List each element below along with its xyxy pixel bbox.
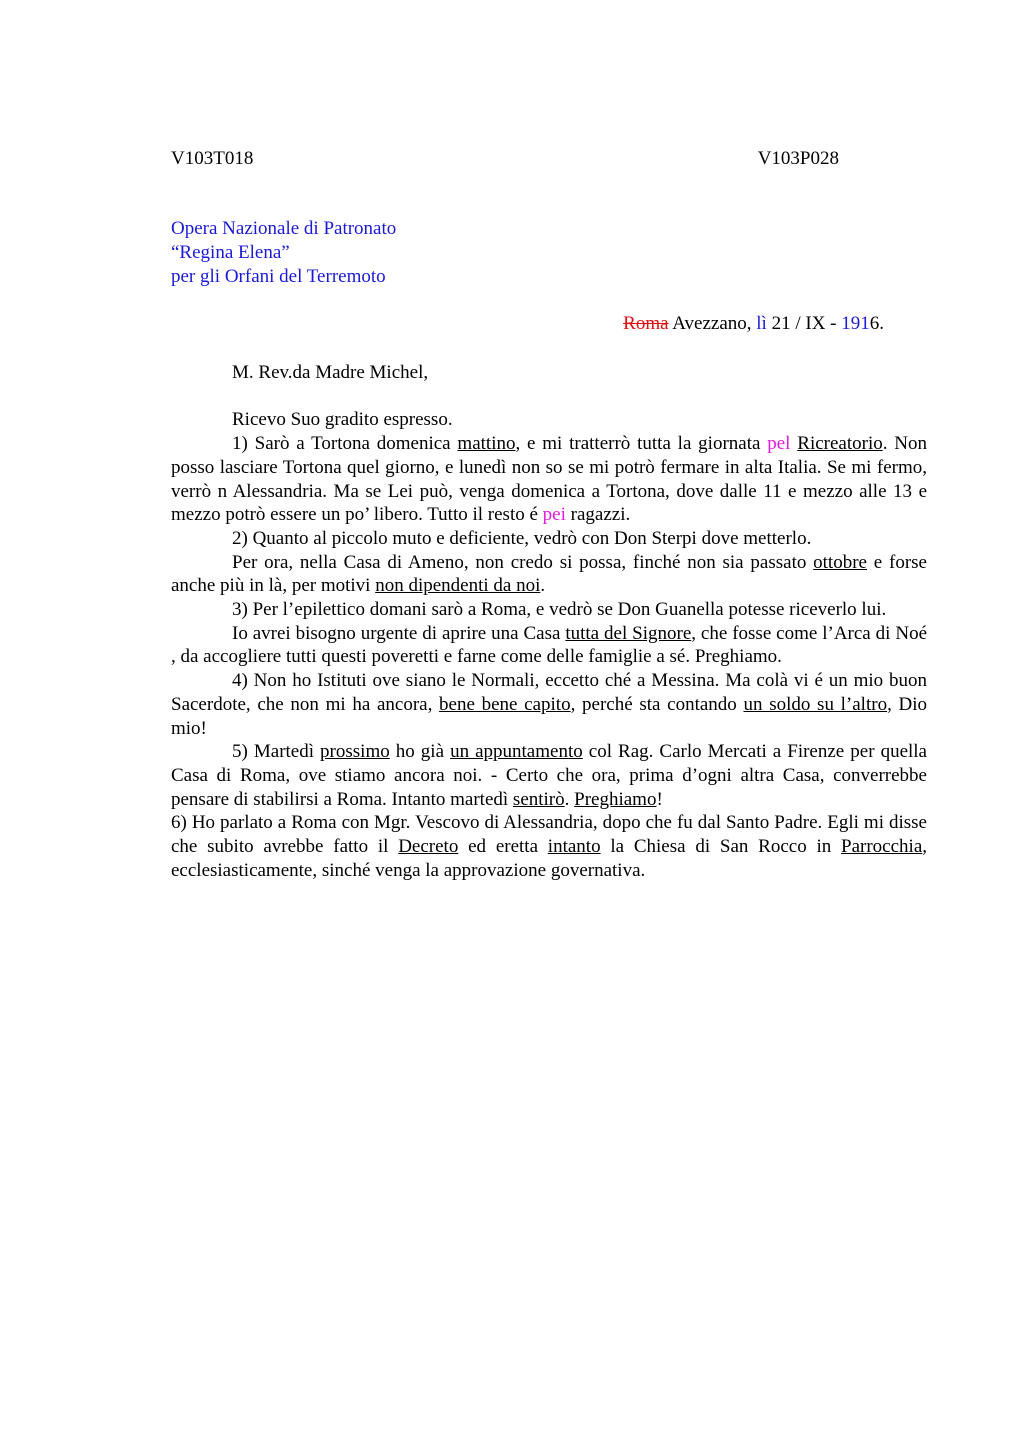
year-prefix: 191	[841, 313, 870, 334]
text-run: , perché sta contando	[570, 693, 744, 715]
underlined-text: Decreto	[398, 836, 459, 858]
underlined-text: Preghiamo	[574, 788, 657, 810]
underlined-text: intanto	[547, 836, 601, 858]
text-run: ragazzi.	[565, 504, 631, 526]
text-run: .	[564, 788, 575, 810]
text-run: Per ora, nella Casa di Ameno, non credo si possa, finché non sia passato	[232, 551, 814, 573]
paragraph-6	[171, 669, 927, 740]
underlined-text: Parrocchia	[841, 836, 923, 858]
text-run: 5) Martedì	[232, 741, 321, 763]
underlined-text: bene bene capito	[439, 693, 571, 715]
paragraph-1	[171, 432, 927, 527]
text-run: !	[656, 788, 663, 810]
underlined-text: Ricreatorio	[797, 433, 883, 455]
li-word: lì	[756, 313, 767, 334]
paragraph-2: 2) Quanto al piccolo muto e deficiente, vedrò con Don Sterpi dove metterlo.	[232, 527, 812, 549]
paragraph-5	[171, 622, 927, 669]
code-right: V103P028	[757, 148, 839, 169]
salutation: M. Rev.da Madre Michel,	[232, 362, 429, 383]
day-month: 21 / IX -	[766, 313, 842, 334]
struck-place: Roma	[623, 313, 669, 334]
letterhead-line-3: per gli Orfani del Terremoto	[171, 266, 386, 287]
document-codes	[171, 147, 839, 171]
highlighted-text: pei	[542, 504, 566, 526]
text-run: ho già	[389, 741, 451, 763]
underlined-text: un soldo su l’altro	[743, 693, 888, 715]
year-suffix: 6.	[869, 313, 884, 334]
text-run: col Rag. Carlo Mercati a Firenze per quella Casa di Roma, ove stiamo ancora noi. - Certo che ora, prima d’ogni altra Casa, converrebbe pensare di stabilirsi a Roma. Intanto martedì	[171, 741, 927, 810]
underlined-text: sentirò	[512, 788, 565, 810]
underlined-text: mattino	[457, 433, 516, 455]
text-run: , e mi tratterrò tutta la giornata	[515, 433, 768, 455]
text-run: , Dio mio!	[171, 693, 928, 739]
text-run: 4) Non ho Istituti ove siano le Normali, eccetto ché a Messina. Ma colà vi é un mio buon Sacerdote, che non mi ha ancora,	[171, 670, 927, 715]
text-run: Io avrei bisogno urgente di aprire una Casa	[232, 622, 566, 644]
place: Avezzano,	[668, 313, 757, 334]
letter-body	[171, 361, 927, 882]
paragraph-3	[171, 551, 927, 598]
text-run: , che fosse come l’Arca di Noé , da accogliere tutti questi poveretti e farne come delle famiglie a sé. Preghiamo.	[171, 622, 928, 668]
text-run: la Chiesa di San Rocco in	[600, 836, 842, 858]
paragraph-7	[171, 740, 927, 811]
dateline	[623, 312, 884, 336]
underlined-text: un appuntamento	[450, 741, 583, 763]
highlighted-text: pel	[767, 433, 791, 455]
letterhead	[171, 217, 396, 289]
text-run: , ecclesiasticamente, sinché venga la approvazione governativa.	[171, 836, 928, 881]
paragraph-4: 3) Per l’epilettico domani sarò a Roma, e vedrò se Don Guanella potesse riceverlo lui.	[232, 599, 887, 621]
underlined-text: non dipendenti da noi	[375, 575, 541, 597]
paragraph-intro: Ricevo Suo gradito espresso.	[232, 409, 453, 431]
text-run: 1) Sarò a Tortona domenica	[232, 433, 458, 455]
text-run: e forse anche più in là, per motivi	[171, 551, 927, 597]
paragraph-8	[171, 811, 927, 882]
text-run: 6) Ho parlato a Roma con Mgr. Vescovo di Alessandria, dopo che fu dal Santo Padre. Egli mi disse che subito avrebbe fatto il	[171, 812, 927, 858]
underlined-text: ottobre	[813, 551, 867, 573]
letterhead-line-1: Opera Nazionale di Patronato	[171, 218, 397, 239]
text-run: .	[540, 575, 546, 597]
code-left: V103T018	[171, 148, 254, 169]
underlined-text: prossimo	[320, 741, 390, 763]
text-run: ed eretta	[458, 836, 548, 858]
text-run: . Non posso lasciare Tortona quel giorno, e lunedì non so se mi potrò fermare in alta Italia. Se mi fermo, verrò n Alessandria. Ma se Lei può, venga domenica a Tortona, dove dalle 11 e mezzo alle 13 e mezzo potrò essere un po’ libero. Tutto il resto é	[171, 433, 928, 526]
letterhead-line-2: “Regina Elena”	[171, 242, 290, 263]
underlined-text: tutta del Signore	[565, 622, 692, 644]
